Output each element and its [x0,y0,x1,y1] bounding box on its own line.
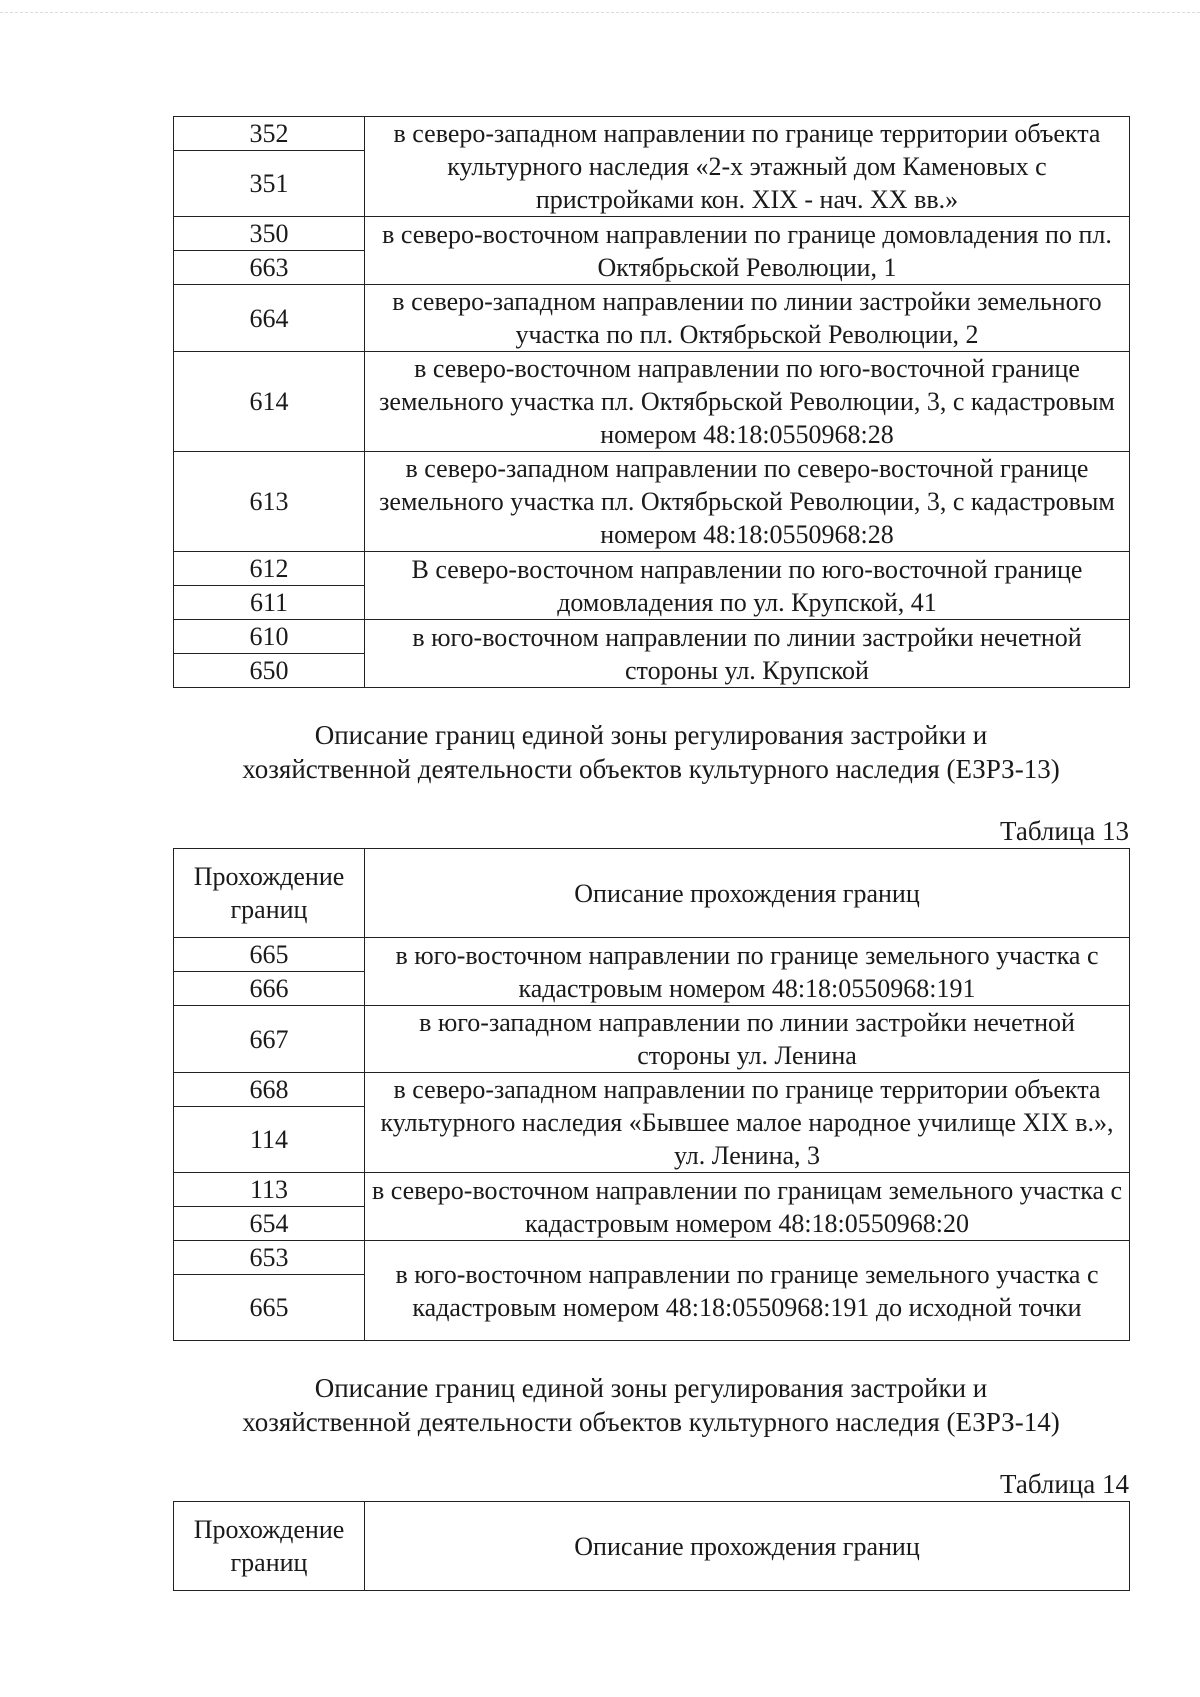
description-cell: в северо-восточном направлении по границе домовладения по пл. Октябрьской Революции, 1 [365,217,1130,285]
section-caption-13 [173,718,1129,786]
table-row [174,285,1130,352]
caption-line: Описание границ единой зоны регулирования застройки и [314,1373,988,1403]
table-row [174,452,1130,552]
point-cell: 667 [174,1006,365,1073]
description-cell: в северо-западном направлении по границе территории объекта культурного наследия «Бывшее малое народное училище XIX в.», ул. Ленина, 3 [365,1073,1130,1173]
table-row [174,117,1130,151]
point-cell: 352 [174,117,365,151]
caption-line: Описание границ единой зоны регулирования застройки и [314,720,988,750]
point-cell: 668 [174,1073,365,1107]
point-cell: 665 [174,1275,365,1341]
table-row [174,1006,1130,1073]
header-col-points: Прохождение границ [174,1502,365,1591]
description-cell: в юго-восточном направлении по линии застройки нечетной стороны ул. Крупской [365,620,1130,688]
point-cell: 664 [174,285,365,352]
point-cell: 114 [174,1107,365,1173]
header-col-points: Прохождение границ [174,849,365,938]
table-label-14: Таблица 14 [1000,1469,1129,1499]
table-13 [173,848,1130,1341]
header-col-description: Описание прохождения границ [365,849,1130,938]
point-cell: 611 [174,586,365,620]
point-cell: 653 [174,1241,365,1275]
description-cell: в северо-западном направлении по линии застройки земельного участка по пл. Октябрьской Революции, 2 [365,285,1130,352]
description-cell: в северо-восточном направлении по юго-восточной границе земельного участка пл. Октябрьской Революции, 3, с кадастровым номером 48:18:0550968:28 [365,352,1130,452]
description-cell: в юго-западном направлении по линии застройки нечетной стороны ул. Ленина [365,1006,1130,1073]
table-14 [173,1501,1130,1591]
table-header-row [174,849,1130,938]
point-cell: 665 [174,938,365,972]
point-cell: 351 [174,151,365,217]
table-row [174,620,1130,654]
description-cell: в северо-восточном направлении по границам земельного участка с кадастровым номером 48:18:0550968:20 [365,1173,1130,1241]
table-row [174,1241,1130,1275]
description-cell: в северо-западном направлении по северо-восточной границе земельного участка пл. Октябрьской Революции, 3, с кадастровым номером 48:18:0550968:28 [365,452,1130,552]
description-cell: в северо-западном направлении по границе территории объекта культурного наследия «2-х этажный дом Каменовых с пристройками кон. XIX - нач. XX вв.» [365,117,1130,217]
caption-line: хозяйственной деятельности объектов культурного наследия (ЕЗРЗ-14) [242,1407,1060,1437]
description-cell: в юго-восточном направлении по границе земельного участка с кадастровым номером 48:18:0550968:191 до исходной точки [365,1241,1130,1341]
table-label-13: Таблица 13 [1000,816,1129,846]
point-cell: 614 [174,352,365,452]
point-cell: 654 [174,1207,365,1241]
point-cell: 350 [174,217,365,251]
point-cell: 666 [174,972,365,1006]
point-cell: 613 [174,452,365,552]
point-cell: 113 [174,1173,365,1207]
page-edge-line [0,12,1200,13]
table-row [174,352,1130,452]
header-col-description: Описание прохождения границ [365,1502,1130,1591]
point-cell: 650 [174,654,365,688]
description-cell: В северо-восточном направлении по юго-восточной границе домовладения по ул. Крупской, 41 [365,552,1130,620]
point-cell: 663 [174,251,365,285]
description-cell: в юго-восточном направлении по границе земельного участка с кадастровым номером 48:18:0550968:191 [365,938,1130,1006]
table-row [174,552,1130,586]
table-row [174,1073,1130,1107]
table-row [174,1173,1130,1207]
table-row [174,217,1130,251]
caption-line: хозяйственной деятельности объектов культурного наследия (ЕЗРЗ-13) [242,754,1060,784]
table-row [174,938,1130,972]
point-cell: 610 [174,620,365,654]
table-header-row [174,1502,1130,1591]
table-continuation [173,116,1130,688]
point-cell: 612 [174,552,365,586]
section-caption-14 [173,1371,1129,1439]
